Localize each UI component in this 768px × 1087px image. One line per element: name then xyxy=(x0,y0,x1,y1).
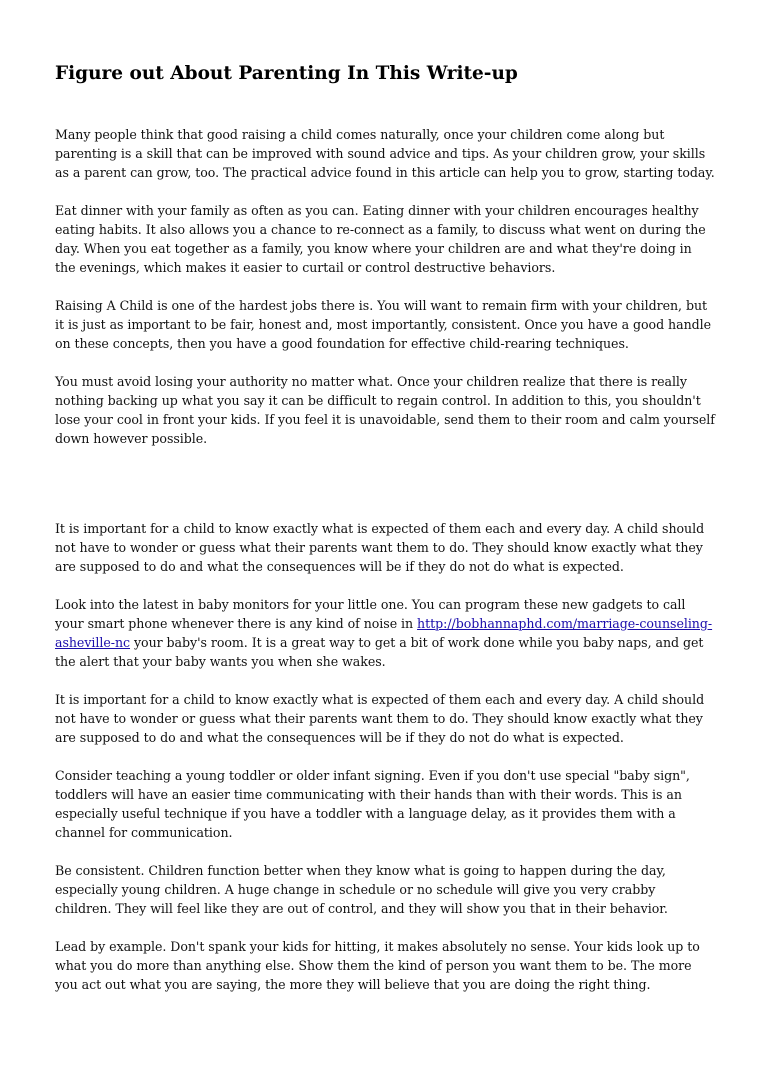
paragraph-raising-child: Raising A Child is one of the hardest jobs there is. You will want to remain firm with your children, but it is just as important to be fair, honest and, most importantly, consistent. Once you have a good handle on these concepts, then you have a good foundation for effective child-rearing techniques. xyxy=(55,298,712,351)
paragraph-baby-monitors xyxy=(55,595,715,671)
document-body xyxy=(55,62,715,1013)
paragraph-intro: Many people think that good raising a child comes naturally, once your children come along but parenting is a skill that can be improved with sound advice and tips. As your children grow, your skills as a parent can grow, too. The practical advice found in this article can help you to grow, starting today. xyxy=(55,127,715,180)
paragraph-family-dinner: Eat dinner with your family as often as you can. Eating dinner with your children encourages healthy eating habits. It also allows you a chance to re-connect as a family, to discuss what went on during the day. When you eat together as a family, you know where your children are and what they're doing in the evenings, which makes it easier to curtail or control destructive behaviors. xyxy=(55,203,706,275)
paragraph-expectations-repeat: It is important for a child to know exactly what is expected of them each and every day. A child should not have to wonder or guess what their parents want them to do. They should know exactly what they are supposed to do and what the consequences will be if they do not do what is expected. xyxy=(55,692,705,745)
section-spacer xyxy=(55,467,715,519)
page-title: Figure out About Parenting In This Write-up xyxy=(55,63,518,84)
paragraph-signing: Consider teaching a young toddler or older infant signing. Even if you don't use special "baby sign", toddlers will have an easier time communicating with their hands than with their words. This is an especially useful technique if you have a toddler with a language delay, as it provides them with a channel for communication. xyxy=(55,768,690,840)
paragraph-lead-by-example: Lead by example. Don't spank your kids for hitting, it makes absolutely no sense. Your kids look up to what you do more than anything else. Show them the kind of person you want them to be. The more you act out what you are saying, the more they will believe that you are doing the right thing. xyxy=(55,939,700,992)
monitor-text-after: your baby's room. It is a great way to get a bit of work done while you baby naps, and get the alert that your baby wants you when she wakes. xyxy=(55,635,704,669)
counseling-link[interactable]: http://bobhannaphd.com/marriage-counseling-asheville-nc xyxy=(55,616,713,650)
paragraph-consistency: Be consistent. Children function better when they know what is going to happen during the day, especially young children. A huge change in schedule or no schedule will give you very crabby children. They will feel like they are out of control, and they will show you that in their behavior. xyxy=(55,863,668,916)
paragraph-expectations: It is important for a child to know exactly what is expected of them each and every day. A child should not have to wonder or guess what their parents want them to do. They should know exactly what they are supposed to do and what the consequences will be if they do not do what is expected. xyxy=(55,521,705,574)
paragraph-authority: You must avoid losing your authority no matter what. Once your children realize that there is really nothing backing up what you say it can be difficult to regain control. In addition to this, you shouldn't lose your cool in front your kids. If you feel it is unavoidable, send them to their room and calm yourself down however possible. xyxy=(55,374,715,446)
monitor-text-before: Look into the latest in baby monitors for your little one. You can program these new gadgets to call your smart phone whenever there is any kind of noise in xyxy=(55,597,686,631)
